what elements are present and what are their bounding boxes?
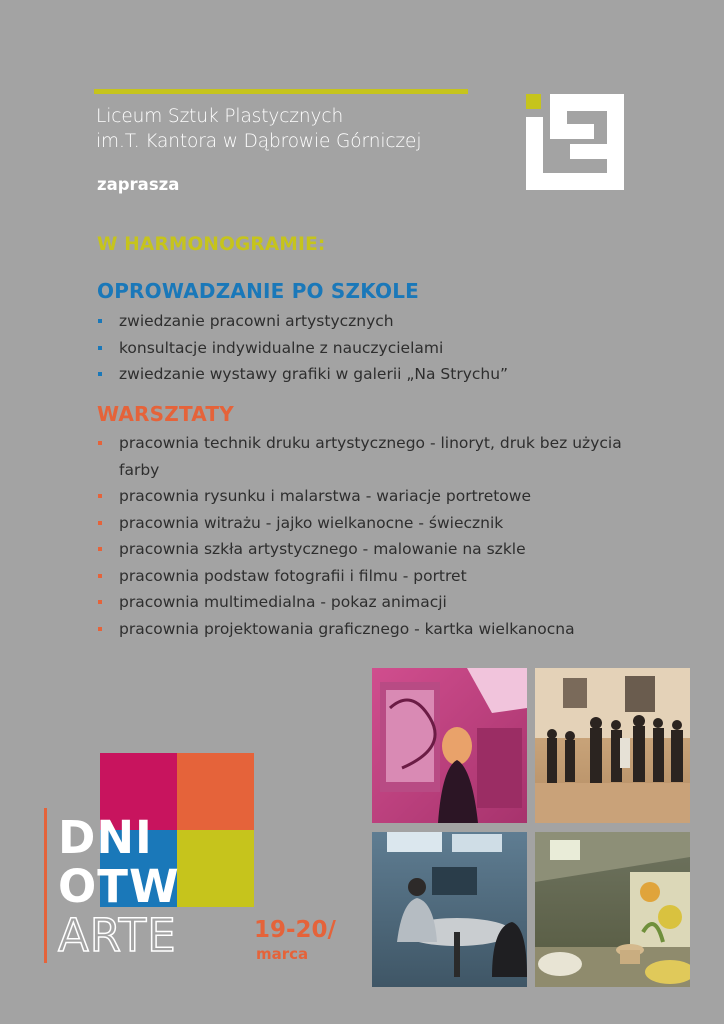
- list-item: pracownia witrażu - jajko wielkanocne - świecznik: [97, 510, 637, 537]
- event-title-line2: OTW: [58, 860, 180, 913]
- list-item: pracownia multimedialna - pokaz animacji: [97, 589, 637, 616]
- workshops-heading: WARSZTATY: [97, 402, 234, 426]
- photo-computer-lab: [372, 832, 527, 987]
- school-logo: [524, 92, 626, 194]
- bullet: [98, 600, 102, 604]
- event-title-line1: DNI: [58, 811, 153, 864]
- bullet: [98, 441, 102, 445]
- list-item: zwiedzanie wystawy grafiki w galerii „Na Strychu”: [97, 361, 657, 388]
- list-item: pracownia szkła artystycznego - malowanie na szkle: [97, 536, 637, 563]
- school-name-line1: Liceum Sztuk Plastycznych: [96, 106, 344, 127]
- bullet: [98, 494, 102, 498]
- list-item: konsultacje indywidualne z nauczycielami: [97, 335, 657, 362]
- bullet: [98, 574, 102, 578]
- invites-text: zaprasza: [97, 175, 180, 194]
- school-name-line2: im.T. Kantora w Dąbrowie Górniczej: [96, 131, 422, 152]
- tour-heading: OPROWADZANIE PO SZKOLE: [97, 279, 420, 303]
- logo-square-yellow: [177, 830, 254, 907]
- top-accent-bar: [94, 89, 468, 94]
- list-item: pracownia rysunku i malarstwa - wariacje portretowe: [97, 483, 637, 510]
- bullet: [98, 346, 102, 350]
- photo-lounge-room: [535, 832, 690, 987]
- school-name: [96, 104, 421, 154]
- event-date: 19-20/: [254, 917, 336, 943]
- photo-drawing-studio: [372, 668, 527, 823]
- bullet: [98, 372, 102, 376]
- list-item: zwiedzanie pracowni artystycznych: [97, 308, 657, 335]
- bullet: [98, 627, 102, 631]
- bullet: [98, 319, 102, 323]
- workshops-list: [97, 430, 637, 642]
- tour-list: [97, 308, 657, 388]
- logo-square-orange: [177, 753, 254, 830]
- list-item: pracownia technik druku artystycznego - linoryt, druk bez użycia farby: [97, 430, 637, 483]
- list-item: pracownia podstaw fotografii i filmu - portret: [97, 563, 637, 590]
- bullet: [98, 521, 102, 525]
- bullet: [98, 547, 102, 551]
- photo-school-group: [535, 668, 690, 823]
- event-accent-line: [44, 808, 47, 963]
- list-item: pracownia projektowania graficznego - kartka wielkanocna: [97, 616, 637, 643]
- event-month: marca: [256, 945, 309, 963]
- event-title-line3: ARTE: [58, 909, 177, 962]
- program-heading: W HARMONOGRAMIE:: [97, 234, 326, 255]
